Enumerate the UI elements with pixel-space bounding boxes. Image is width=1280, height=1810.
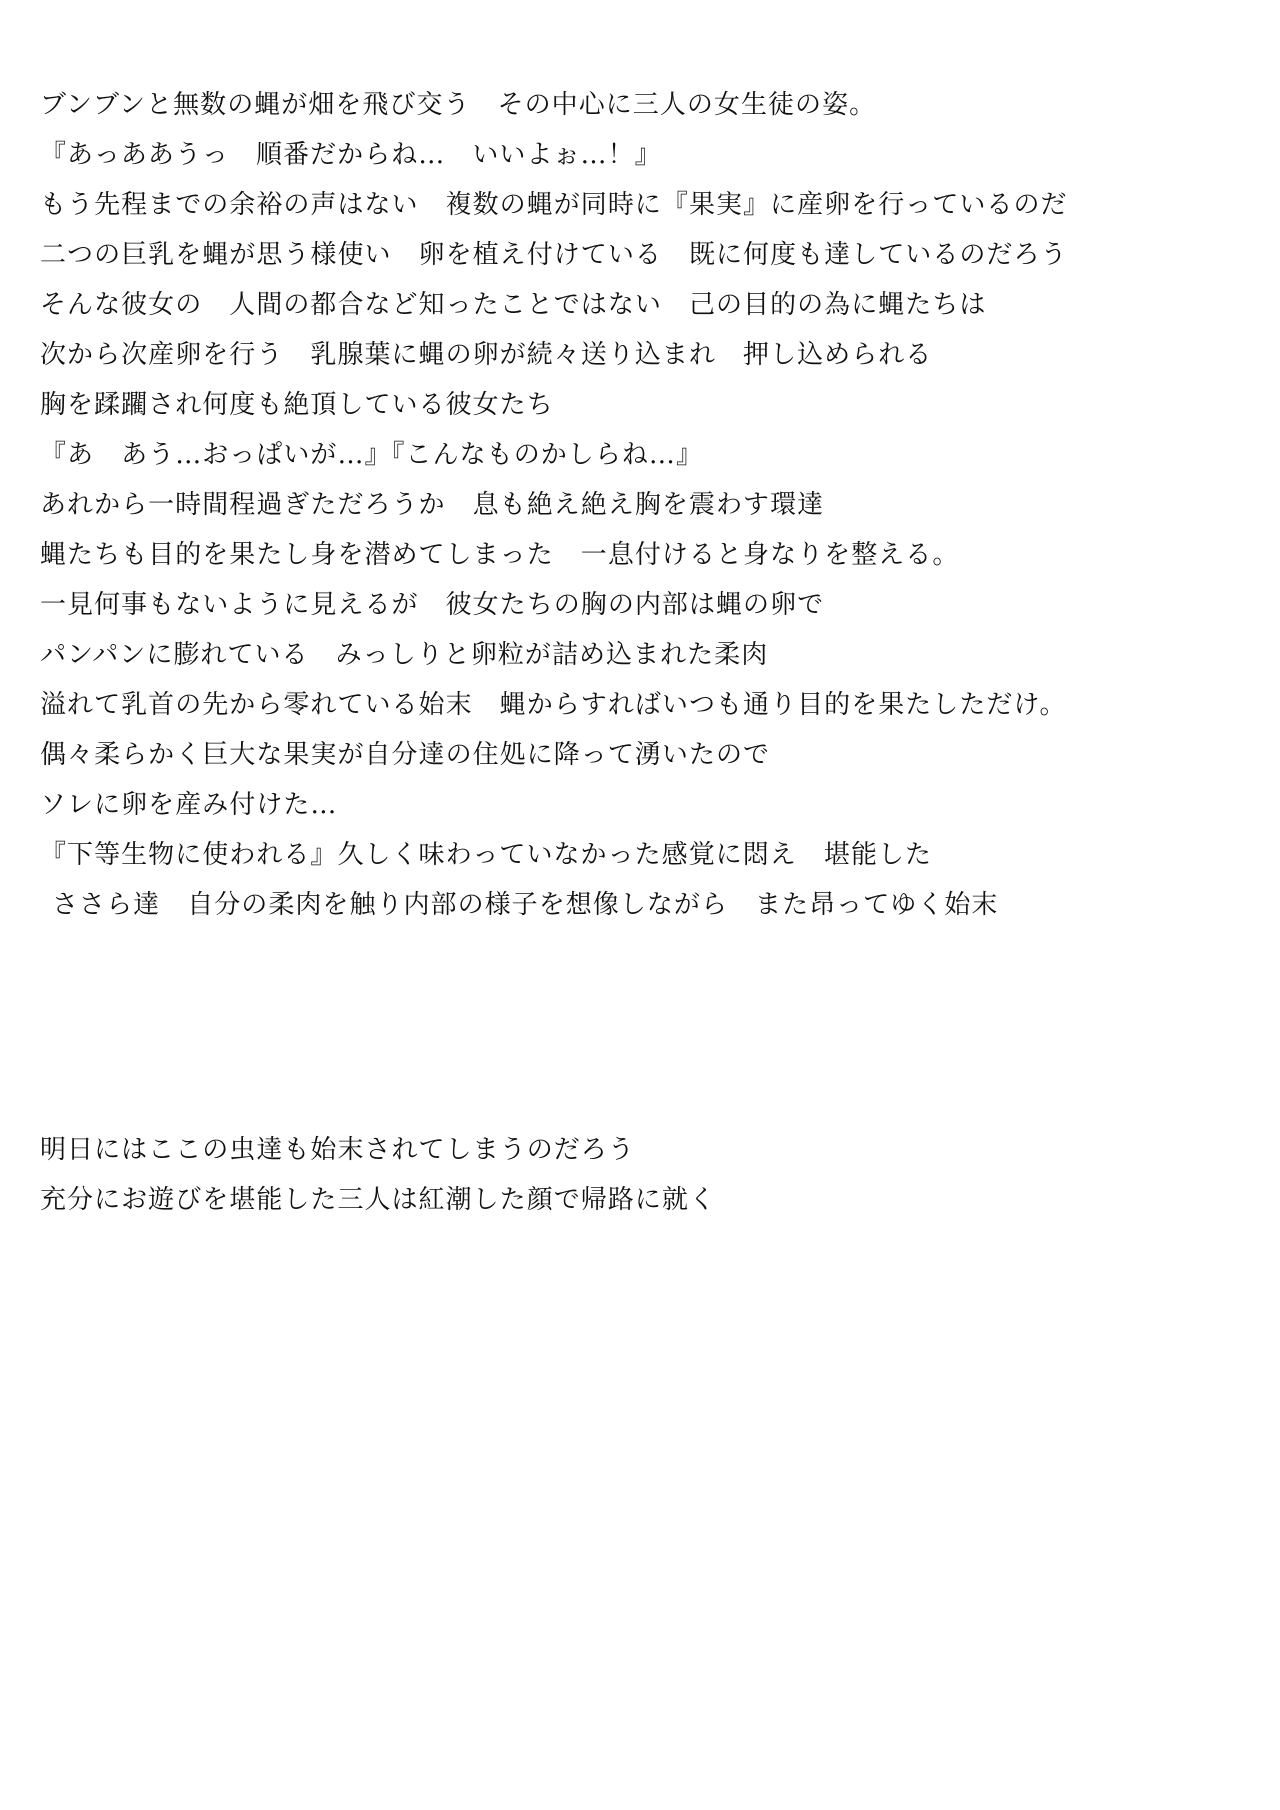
- text-line: 次から次産卵を行う 乳腺葉に蝿の卵が続々送り込まれ 押し込められる: [40, 340, 933, 370]
- text-line: ブンブンと無数の蝿が畑を飛び交う その中心に三人の女生徒の姿。: [40, 90, 877, 120]
- text-line: 一見何事もないように見えるが 彼女たちの胸の内部は蝿の卵で: [40, 590, 825, 620]
- text-line: 『下等生物に使われる』久しく味わっていなかった感覚に悶え 堪能した: [40, 840, 933, 870]
- text-line: 偶々柔らかく巨大な果実が自分達の住処に降って湧いたので: [40, 740, 771, 770]
- text-line: パンパンに膨れている みっしりと卵粒が詰め込まれた柔肉: [40, 640, 769, 670]
- text-line: 二つの巨乳を蝿が思う様使い 卵を植え付けている 既に何度も達しているのだろう: [40, 240, 1068, 270]
- text-line: あれから一時間程過ぎただろうか 息も絶え絶え胸を震わす環達: [40, 490, 825, 520]
- text-line: 溢れて乳首の先から零れている始末 蝿からすればいつも通り目的を果たしただけ。: [40, 690, 1067, 720]
- text-line: 胸を蹂躙され何度も絶頂している彼女たち: [40, 390, 554, 420]
- text-line: 『あっああうっ 順番だからね… いいよぉ…！』: [40, 140, 662, 170]
- paragraph-main: [40, 80, 1260, 930]
- paragraph-closing: [40, 1125, 1260, 1225]
- text-line: 『あ あう…おっぱいが…』『こんなものかしらね…』: [40, 440, 704, 470]
- text-line: 蝿たちも目的を果たし身を潜めてしまった 一息付けると身なりを整える。: [40, 540, 960, 570]
- text-line: そんな彼女の 人間の都合など知ったことではない 己の目的の為に蝿たちは: [40, 290, 987, 320]
- text-line: 明日にはここの虫達も始末されてしまうのだろう: [40, 1135, 635, 1165]
- text-line: ソレに卵を産み付けた…: [40, 790, 338, 820]
- text-line: 充分にお遊びを堪能した三人は紅潮した顔で帰路に就く: [40, 1185, 717, 1215]
- text-line: もう先程までの余裕の声はない 複数の蝿が同時に『果実』に産卵を行っているのだ: [40, 190, 1068, 220]
- text-line: ささら達 自分の柔肉を触り内部の様子を想像しながら また昂ってゆく始末: [52, 890, 999, 920]
